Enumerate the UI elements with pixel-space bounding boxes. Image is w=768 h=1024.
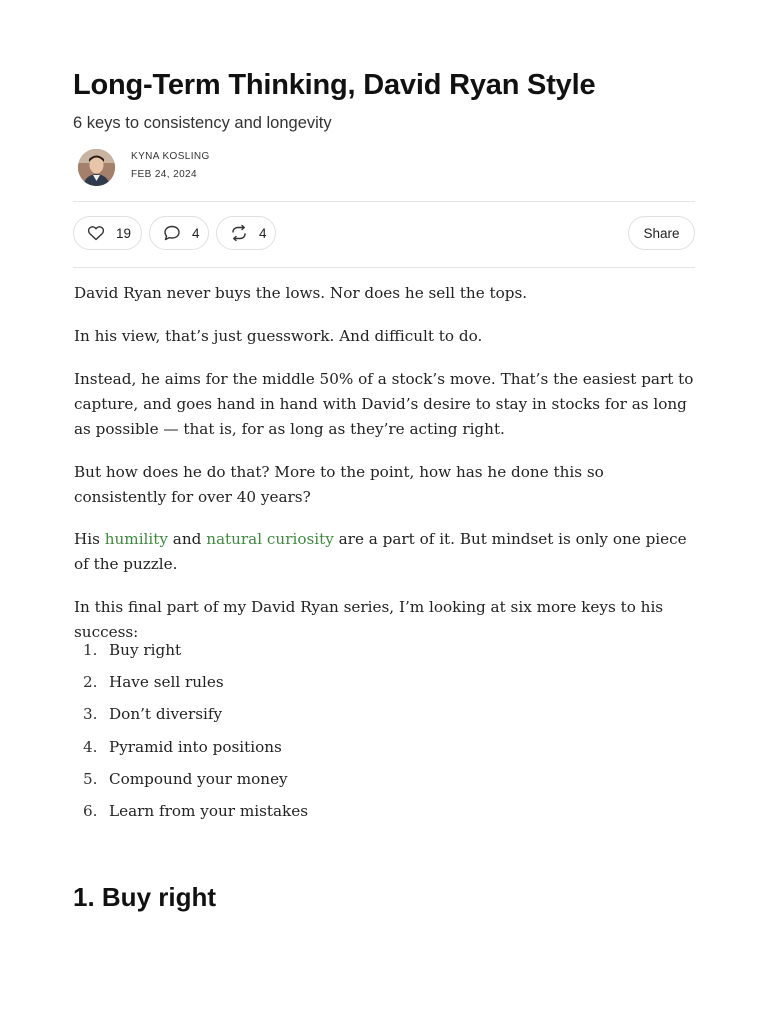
humility-link[interactable]: humility (104, 530, 168, 548)
list-item (74, 799, 696, 831)
paragraph: In this final part of my David Ryan series, I’m looking at six more keys to his success: (74, 598, 664, 641)
divider-bottom (73, 267, 695, 268)
natural-curiosity-link[interactable]: natural curiosity (206, 530, 334, 548)
list-item (74, 702, 696, 734)
restack-button[interactable] (216, 216, 276, 250)
list-item-text: Pyramid into positions (109, 737, 282, 756)
restack-count: 4 (259, 225, 267, 241)
list-item (74, 638, 696, 670)
list-item-text: Compound your money (109, 769, 288, 788)
paragraph: David Ryan never buys the lows. Nor does he sell the tops. (74, 284, 528, 302)
author-name[interactable]: KYNA KOSLING (131, 151, 210, 162)
restack-arrows-icon (229, 223, 249, 243)
paragraph-text: His (74, 530, 105, 548)
paragraph: In his view, that’s just guesswork. And difficult to do. (74, 327, 483, 345)
share-button[interactable]: Share (628, 216, 695, 250)
comment-bubble-icon (162, 223, 182, 243)
list-item-number: 3. (83, 705, 98, 724)
like-button[interactable] (73, 216, 142, 250)
author-avatar[interactable] (78, 149, 115, 186)
paragraph-text: are a part of it. But mindset is only one piece of the puzzle. (74, 530, 687, 573)
paragraph: But how does he do that? More to the point, how has he done this so consistently for over 40 years? (74, 463, 604, 506)
comment-button[interactable] (149, 216, 209, 250)
keys-list (74, 638, 696, 831)
post-subtitle: 6 keys to consistency and longevity (73, 114, 332, 132)
paragraph (74, 527, 696, 577)
list-item (74, 767, 696, 799)
list-item-text: Have sell rules (109, 673, 224, 692)
post-title: Long-Term Thinking, David Ryan Style (73, 69, 596, 101)
divider-top (73, 201, 695, 202)
list-item-text: Learn from your mistakes (109, 801, 309, 820)
avatar-image-icon (78, 149, 115, 186)
post-actions-bar (73, 216, 695, 252)
like-count: 19 (116, 225, 132, 241)
byline (78, 149, 378, 187)
section-heading: 1. Buy right (73, 882, 217, 912)
list-item-number: 1. (83, 641, 98, 659)
list-item-number: 5. (83, 769, 98, 788)
list-item-number: 2. (83, 673, 98, 692)
comment-count: 4 (192, 225, 200, 241)
paragraph: Instead, he aims for the middle 50% of a stock’s move. That’s the easiest part to capture, and goes hand in hand with David’s desire to stay in stocks for as long as possible — that is, for as long as they’re acting right. (74, 370, 694, 438)
heart-icon (86, 223, 106, 243)
paragraph-text: and (167, 530, 207, 548)
list-item-number: 4. (83, 737, 98, 756)
post-date: FEB 24, 2024 (131, 169, 197, 180)
list-item-text: Buy right (109, 641, 182, 659)
list-item (74, 735, 696, 767)
list-item (74, 670, 696, 702)
list-item-text: Don’t diversify (109, 705, 223, 724)
list-item-number: 6. (83, 801, 98, 820)
